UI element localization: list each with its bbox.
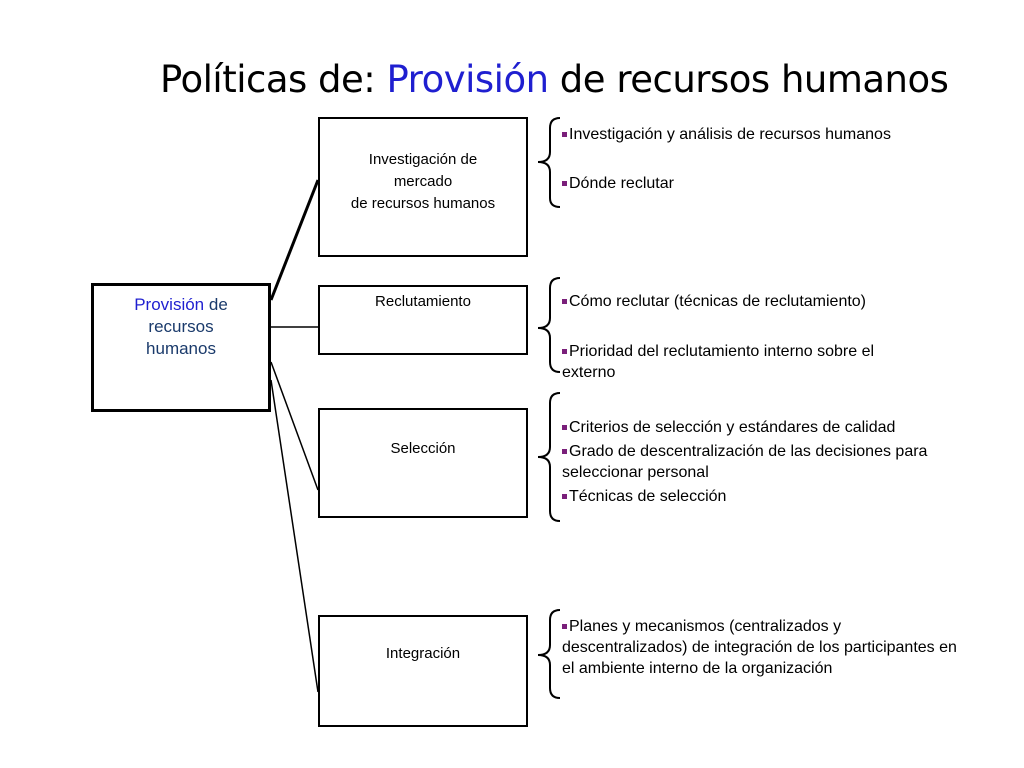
bullet-item: Técnicas de selección — [562, 486, 962, 507]
box-line: mercado — [393, 173, 453, 190]
bullet-square-icon — [562, 425, 567, 430]
box-seleccion — [318, 408, 528, 518]
bullet-square-icon — [562, 449, 567, 454]
box-integracion — [318, 615, 528, 727]
bullet-item: Investigación y análisis de recursos humanos — [562, 124, 962, 145]
brace-group-3 — [538, 393, 560, 521]
box-line: Integración — [385, 645, 461, 662]
bullet-item: Dónde reclutar — [562, 173, 962, 194]
title-highlight: Provisión — [386, 58, 549, 101]
box-line: Reclutamiento — [375, 293, 471, 310]
bullet-item: Criterios de selección y estándares de calidad — [562, 417, 962, 438]
bullet-square-icon — [562, 132, 567, 137]
brace-group-4 — [538, 610, 560, 698]
box-investigacion-mercado — [318, 117, 528, 257]
bullet-group-seleccion — [562, 417, 962, 507]
bullet-item: Planes y mecanismos (centralizados y descentralizados) de integración de los participantes en el ambiente interno de la organización — [562, 618, 957, 677]
bullet-item: Grado de descentralización de las decisiones para seleccionar personal — [562, 443, 928, 481]
box-line: Investigación de — [368, 151, 478, 168]
brace-group-2 — [538, 278, 560, 372]
connector-to-investigacion — [271, 180, 318, 300]
bullet-item: Prioridad del reclutamiento interno sobre el externo — [562, 343, 875, 381]
bullet-item: Cómo reclutar (técnicas de reclutamiento) — [562, 291, 912, 312]
root-line2: recursos — [148, 317, 214, 336]
box-line: de recursos humanos — [350, 195, 496, 212]
bullet-square-icon — [562, 624, 567, 629]
title-prefix: Políticas de: — [160, 58, 387, 101]
bullet-group-investigacion — [562, 124, 962, 194]
root-box-provision — [91, 283, 271, 412]
bullet-square-icon — [562, 181, 567, 186]
title-suffix: de recursos humanos — [548, 58, 949, 101]
box-line: Selección — [390, 440, 456, 457]
bullet-square-icon — [562, 349, 567, 354]
root-line3: humanos — [146, 339, 216, 358]
brace-group-1 — [538, 118, 560, 207]
bullet-group-integracion — [562, 616, 962, 679]
root-highlight: Provisión — [134, 295, 205, 314]
box-reclutamiento — [318, 285, 528, 355]
root-line1-rest: de — [204, 295, 228, 314]
bullet-square-icon — [562, 494, 567, 499]
bullet-group-reclutamiento — [562, 291, 912, 383]
bullet-square-icon — [562, 299, 567, 304]
